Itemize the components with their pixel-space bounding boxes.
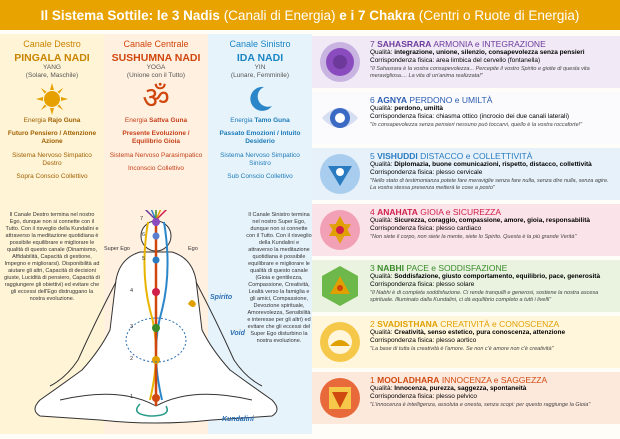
- nervous-system: Sistema Nervoso Simpatico Destro: [12, 152, 92, 167]
- nadi-name: IDA NADI: [236, 52, 284, 64]
- chakra-number: 1: [370, 375, 375, 385]
- energy-line: [211, 117, 309, 124]
- chakra-title: [370, 151, 614, 161]
- c-value: area limbica del cervello (fontanella): [436, 57, 541, 64]
- c-label: Corrispondenza fisica:: [370, 113, 437, 120]
- qualities-line: [370, 329, 614, 337]
- chakra-name: SVADISTHANA: [377, 319, 438, 329]
- c-value: plesso solare: [436, 281, 475, 288]
- chakra-title: [370, 319, 614, 329]
- title-light: (Canali di Energia): [219, 7, 340, 23]
- lotus-icon: [312, 92, 368, 144]
- om-icon: ॐ: [142, 81, 170, 116]
- chakra-title: [370, 263, 614, 273]
- conscious: Sopra Conscio Collettivo: [16, 173, 88, 180]
- chakra-row-nabhi: [312, 260, 620, 312]
- chakra-num-2: 2: [130, 356, 134, 362]
- chakra-title: [370, 39, 614, 49]
- qualities: Passato Emozioni / Intuito Desiderio: [219, 130, 301, 145]
- chakra-virtues: CREATIVITÀ e CONOSCENZA: [440, 319, 560, 329]
- c-label: Corrispondenza fisica:: [370, 337, 437, 344]
- page-header: [0, 0, 620, 30]
- q-label: Qualità:: [370, 161, 395, 168]
- chakra-quote: "In consapevolezza senza pensieri nessuno può toccarvi, quello è la vostra roccaforte!": [370, 122, 583, 128]
- chakra-row-anahata: [312, 204, 620, 256]
- void-label: Void: [230, 330, 245, 337]
- physical-line: [370, 337, 614, 345]
- q-label: Qualità:: [370, 49, 395, 56]
- nadi-sub: YOGA: [146, 64, 166, 71]
- physical-line: [370, 113, 614, 121]
- chakra-title: [370, 95, 614, 105]
- lotus-icon: [312, 260, 368, 312]
- qualities-line: [370, 105, 614, 113]
- spirito-label: Spirito: [210, 294, 233, 301]
- physical-line: [370, 225, 614, 233]
- q-value: perdono, umiltà: [394, 105, 443, 112]
- chakra-num-4: 4: [130, 288, 134, 294]
- moon-icon: [211, 83, 309, 115]
- chakra-text: [368, 372, 614, 424]
- q-label: Qualità:: [370, 105, 395, 112]
- energy-value: Sattva Guna: [149, 117, 188, 124]
- q-label: Qualità:: [370, 385, 395, 392]
- chakra-name: NABHI: [377, 263, 405, 273]
- chakra-virtues: DISTACCO e COLLETTIVITÀ: [420, 151, 533, 161]
- chakra-title: [370, 375, 614, 385]
- ego-label: Ego: [188, 246, 198, 252]
- chakra-quote: "Il Sahasrara è la vostra consapevolezza... Percepite il vostro Spirito e gioite di questa vita meravigliosa.... La vita di un'anima realizzata!": [370, 66, 590, 79]
- q-label: Qualità:: [370, 217, 395, 224]
- qualities: Futuro Pensiero / Attenzione Azione: [7, 130, 97, 145]
- physical-line: [370, 57, 614, 65]
- chakra-quote: "L'innocenza è intelligenza, assoluta e onesta, senza scopi: per questo raggiunge la Gioia": [370, 402, 591, 408]
- chakra-name: SAHASRARA: [377, 39, 432, 49]
- chakra-number: 7: [370, 39, 375, 49]
- energy-value: Tamo Guna: [254, 117, 290, 124]
- chakra-num-7: 7: [140, 216, 144, 222]
- chakra-number: 4: [370, 207, 375, 217]
- nervous-system: Sistema Nervoso Parasimpatico: [109, 152, 203, 159]
- c-value: plesso cervicale: [436, 169, 483, 176]
- lotus-icon: [312, 372, 368, 424]
- physical-line: [370, 169, 614, 177]
- q-value: Soddisfazione, giusto comportamento, equilibrio, pace, generosità: [394, 273, 601, 280]
- nadi-sub2: (Unione con il Tutto): [126, 72, 186, 79]
- chakra-number: 6: [370, 95, 375, 105]
- physical-line: [370, 281, 614, 289]
- conscious: Sub Conscio Collettivo: [227, 173, 293, 180]
- nadi-name: PINGALA NADI: [14, 52, 90, 64]
- qualities-line: [370, 161, 614, 169]
- energy-line: [107, 117, 205, 124]
- lotus-icon: [312, 36, 368, 88]
- nadi-sub: YANG: [43, 64, 61, 71]
- chakra-name: AGNYA: [377, 95, 408, 105]
- chakra-title: [370, 207, 614, 217]
- chakra-num-1: 1: [130, 394, 134, 400]
- title-bold-2: e i 7 Chakra: [339, 7, 416, 23]
- chakra-quote: "La base di tutta la creatività è l'amore. Se non c'è amore non c'è creatività": [370, 346, 554, 352]
- chakra-virtues: INNOCENZA e SAGGEZZA: [441, 375, 548, 385]
- energy-prefix: Energia: [230, 117, 255, 124]
- pingala-description: Il Canale Destro termina nel nostro Ego, dunque non si connette con il Tutto. Con il risveglio della Kundalini e attraverso la meditazione quotidiana è possibile equilibrare e migliorare le qualità di questo canale (Dinamismo, Affidabilità, Capacità di gestione, Impegno e migliorarsi). Disponibilità ad aiutare gli altri, Capacità di decisioni giuste, Lucidità di pensiero, Capacità di raggiungere gli obiettivi) ed evitare che gli eccessi dell'Ego distruggano la nostra evoluzione.: [4, 212, 100, 302]
- qualities-line: [370, 273, 614, 281]
- title-bold: Il Sistema Sottile: le 3 Nadis: [40, 7, 220, 23]
- chakra-virtues: ARMONIA e INTEGRAZIONE: [433, 39, 546, 49]
- ida-description: Il Canale Sinistro termina nel nostro Super Ego, dunque non si connette con il Tutto. Con il risveglio della Kundalini e attraverso la meditazione quotidiana è possibile equilibrare e migliorare le qualità di questo canale (Gioia e gentilezza, Compassione, Creatività, Lealtà verso la famiglia e gli amici, Compassione, Devozione spirituale, Amorevolezza, Sensibilità e interesse per gli altri) ed evitare che gli eccessi del Super Ego disturbino la nostra evoluzione.: [246, 212, 312, 344]
- chakra-virtues: GIOIA e SICUREZZA: [420, 207, 502, 217]
- c-label: Corrispondenza fisica:: [370, 393, 437, 400]
- qualities-line: [370, 385, 614, 393]
- c-label: Corrispondenza fisica:: [370, 281, 437, 288]
- q-label: Qualità:: [370, 329, 395, 336]
- channel-title: Canale Destro: [23, 39, 81, 49]
- q-value: Innocenza, purezza, saggezza, spontaneità: [394, 385, 527, 392]
- q-value: integrazione, unione, silenzio, consapevolezza senza pensieri: [394, 49, 585, 56]
- chakra-virtues: PERDONO e UMILTÀ: [409, 95, 493, 105]
- kundalini-label: Kundalini: [222, 416, 254, 423]
- nervous-system: Sistema Nervoso Simpatico Sinistro: [220, 152, 300, 167]
- lotus-icon: [312, 204, 368, 256]
- c-label: Corrispondenza fisica:: [370, 57, 437, 64]
- q-value: Sicurezza, coraggio, compassione, amore, gioia, responsabilità: [394, 217, 590, 224]
- super-ego-label: Super Ego: [104, 246, 130, 252]
- chakra-number: 3: [370, 263, 375, 273]
- channel-title: Canale Centrale: [123, 39, 189, 49]
- energy-line: [3, 117, 101, 124]
- nadi-sub2: (Lunare, Femminile): [230, 72, 290, 79]
- c-value: plesso pelvico: [436, 393, 477, 400]
- energy-value: Rajo Guna: [47, 117, 81, 124]
- nadi-sub: YIN: [254, 64, 266, 71]
- chakra-text: [368, 36, 614, 88]
- chakra-text: [368, 92, 614, 144]
- nadi-sub2: (Solare, Maschile): [25, 72, 79, 79]
- chakra-number: 2: [370, 319, 375, 329]
- chakra-quote: "Non siete il corpo, non siete la mente, siete lo Spirito. Questa è la più grande Verità": [370, 234, 577, 240]
- chakra-quote: "Il Nabhi è di completa soddisfazione. Ci rende tranquilli e generosi, sostiene la nostra ascesa spirituale. Illuminato dalla Kundalini, ci dà equilibrio completo a tutti i livelli": [370, 290, 599, 303]
- lotus-icon: [312, 148, 368, 200]
- conscious: Inconscio Collettivo: [128, 165, 184, 172]
- c-label: Corrispondenza fisica:: [370, 169, 437, 176]
- chakra-virtues: PACE e SODDISFAZIONE: [406, 263, 508, 273]
- energy-prefix: Energia: [23, 117, 48, 124]
- chakra-name: MOOLADHARA: [377, 375, 440, 385]
- chakra-text: [368, 204, 614, 256]
- qualities: Presente Evoluzione / Equilibrio Gioia: [122, 130, 190, 145]
- chakra-row-agnya: [312, 92, 620, 144]
- c-value: chiasma ottico (incrocio dei due canali laterali): [436, 113, 570, 120]
- chakra-row-vishuddi: [312, 148, 620, 200]
- chakra-num-6: 6: [142, 232, 146, 238]
- q-value: Diplomazia, buone comunicazioni, rispetto, distacco, collettività: [394, 161, 592, 168]
- chakra-num-5: 5: [142, 256, 146, 262]
- qualities-line: [370, 49, 614, 57]
- chakra-text: [368, 148, 614, 200]
- title-light-2: (Centri o Ruote di Energia): [415, 7, 580, 23]
- c-label: Corrispondenza fisica:: [370, 225, 437, 232]
- energy-prefix: Energia: [124, 117, 150, 124]
- chakra-text: [368, 260, 614, 312]
- chakra-name: ANAHATA: [377, 207, 418, 217]
- chakra-list: [312, 34, 620, 434]
- chakra-row-mooladhara: [312, 372, 620, 424]
- qualities-line: [370, 217, 614, 225]
- nadi-name: SUSHUMNA NADI: [111, 52, 201, 64]
- sun-icon: [3, 83, 101, 115]
- chakra-name: VISHUDDI: [377, 151, 418, 161]
- chakra-row-sahasrara: [312, 36, 620, 88]
- c-value: plesso aortico: [436, 337, 477, 344]
- c-value: plesso cardiaco: [436, 225, 482, 232]
- chakra-text: [368, 316, 614, 368]
- chakra-num-3: 3: [130, 324, 134, 330]
- chakra-quote: "Nello stato di testimonianza potete fare meraviglie senza fare nulla, senza dire nulla, senza agire. La vostra stessa presenza metterà le cose a posto": [370, 178, 609, 191]
- chakra-number: 5: [370, 151, 375, 161]
- channel-title: Canale Sinistro: [229, 39, 291, 49]
- lotus-icon: [312, 316, 368, 368]
- physical-line: [370, 393, 614, 401]
- q-label: Qualità:: [370, 273, 395, 280]
- q-value: Creatività, senso estetico, pura conoscenza, attenzione: [394, 329, 566, 336]
- chakra-row-svadisthana: [312, 316, 620, 368]
